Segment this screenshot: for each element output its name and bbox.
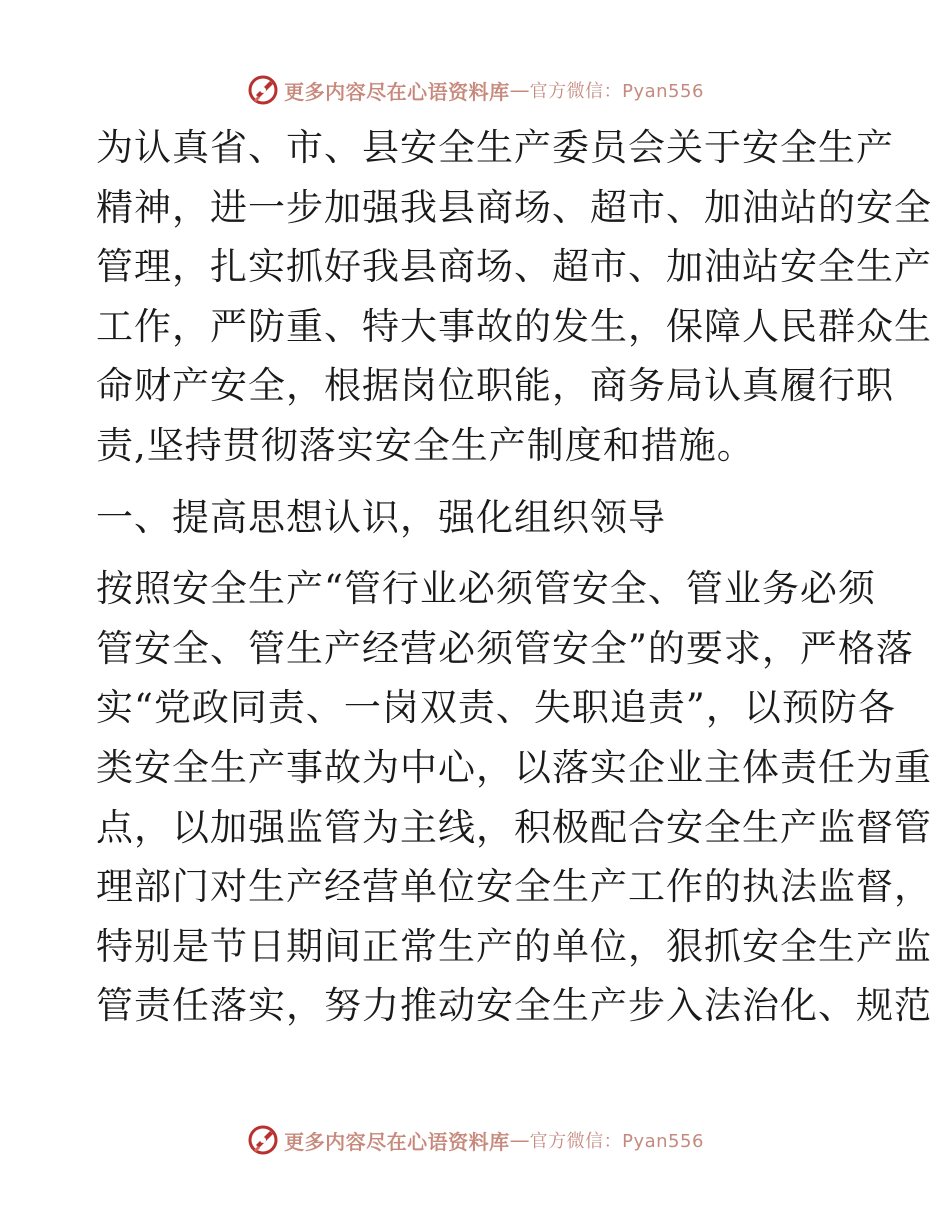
heading-text: 一、提高思想认识，强化组织领导	[96, 495, 666, 539]
library-logo-icon	[246, 73, 280, 107]
section-paragraph	[96, 559, 932, 1036]
section-heading	[96, 488, 856, 548]
text-line: 特别是节日期间正常生产的单位，狠抓安全生产监	[96, 924, 932, 968]
text-line: 管理，扎实抓好我县商场、超市、加油站安全生产	[96, 245, 932, 289]
footer-banner	[0, 1118, 950, 1162]
footer-wechat-id: 官方微信：Pyan556	[529, 1131, 704, 1152]
text-line: 理部门对生产经营单位安全生产工作的执法监督，	[96, 865, 932, 909]
header-library-name: 更多内容尽在心语资料库	[284, 79, 510, 104]
text-line: 管责任落实，努力推动安全生产步入法治化、规范	[96, 984, 932, 1028]
header-dash: —	[509, 78, 530, 102]
text-line: 点，以加强监管为主线，积极配合安全生产监督管	[96, 805, 932, 849]
text-line: 实“党政同责、一岗双责、失职追责”，以预防各	[96, 686, 896, 730]
library-logo-icon	[246, 1123, 280, 1157]
text-line: 类安全生产事故为中心，以落实企业主体责任为重	[96, 745, 932, 789]
text-line: 为认真省、市、县安全生产委员会关于安全生产	[96, 126, 894, 169]
header-banner	[0, 68, 950, 112]
document-body	[96, 118, 932, 1036]
text-line: 按照安全生产“管行业必须管安全、管业务必须	[96, 567, 876, 611]
text-line: 精神，进一步加强我县商场、超市、加油站的安全	[96, 185, 932, 229]
header-wechat-id: 官方微信：Pyan556	[529, 81, 704, 102]
text-line: 责,坚持贯彻落实安全生产制度和措施。	[96, 423, 755, 467]
intro-paragraph	[96, 118, 932, 476]
text-line: 命财产安全，根据岗位职能，商务局认真履行职	[96, 364, 894, 408]
text-line: 管安全、管生产经营必须管安全”的要求，严格落	[96, 626, 914, 670]
text-line: 工作，严防重、特大事故的发生，保障人民群众生	[96, 304, 932, 348]
footer-dash: —	[509, 1128, 530, 1152]
footer-library-name: 更多内容尽在心语资料库	[284, 1129, 510, 1154]
